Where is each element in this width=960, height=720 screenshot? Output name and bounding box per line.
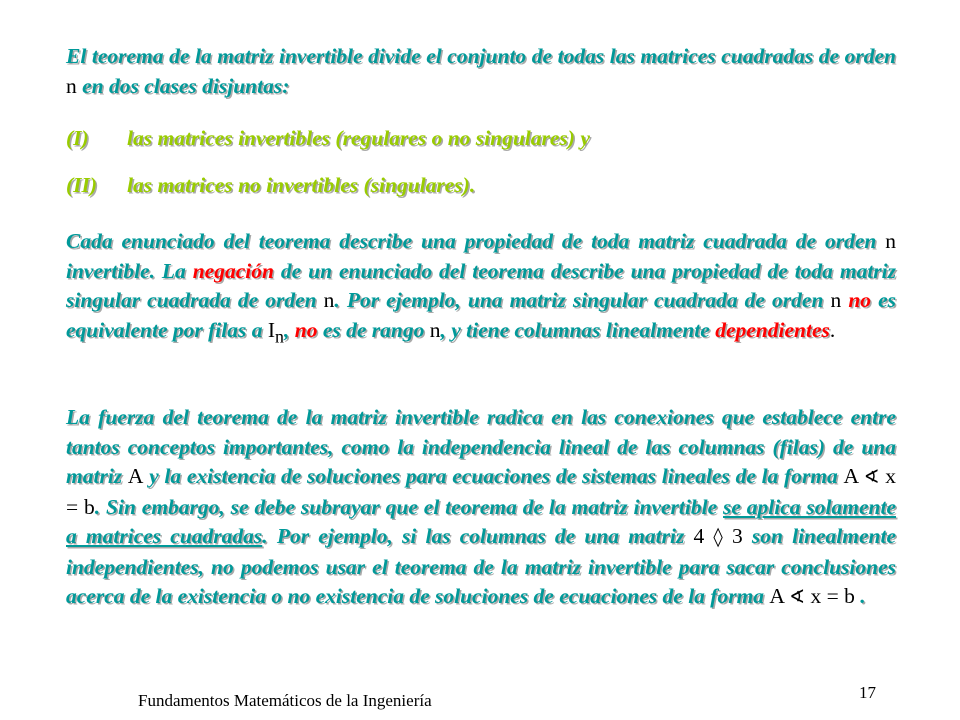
list-text: las matrices invertibles (regulares o no singulares) y <box>127 126 590 150</box>
text-run: . Por ejemplo, si las columnas de una matriz <box>262 524 685 548</box>
list-number: (II) <box>66 173 98 197</box>
list-item-invertible <box>66 123 906 153</box>
highlight-no: no <box>848 288 872 312</box>
math-A: A <box>769 584 784 608</box>
math-n: n <box>323 288 335 312</box>
product-symbol-icon: ∢ <box>789 586 806 608</box>
text-run: invertible. La <box>66 258 186 283</box>
product-symbol-icon: ∢ <box>863 466 880 488</box>
negation-paragraph <box>66 227 896 351</box>
text-run: son linealmente independientes, no podemos usar el teorema de la matriz invertible para sacar conclusiones acerca de la existencia o no existencia de soluciones de ecuaciones de la forma <box>66 524 897 608</box>
text-run: es de rango <box>322 317 425 342</box>
page-number: 17 <box>859 683 876 702</box>
math-equation <box>769 584 854 608</box>
highlight-no: no <box>294 317 318 342</box>
math-dimension <box>694 524 743 548</box>
math-n: n <box>66 73 77 98</box>
math-n: n <box>885 229 896 253</box>
math-x-equals-b: x = b <box>66 464 897 519</box>
footer-course-title: Fundamentos Matemáticos de la Ingeniería <box>138 691 432 710</box>
text-run: de un enunciado del teorema describe una propiedad de toda matriz singular cuadrada de orden <box>66 258 897 312</box>
identity-subscript: n <box>275 325 284 346</box>
math-n: n <box>429 317 441 342</box>
intro-paragraph <box>66 42 896 101</box>
text-run: , <box>283 317 290 342</box>
list-item-singular <box>66 170 906 200</box>
math-n: n <box>830 288 842 312</box>
text-run: , y tiene columnas linealmente <box>440 317 710 342</box>
times-symbol-icon: ◊ <box>713 526 723 548</box>
highlight-dependientes: dependientes <box>715 317 830 342</box>
intro-text-b: en dos clases disjuntas: <box>82 73 290 98</box>
list-number: (I) <box>66 126 89 150</box>
math-identity <box>267 317 284 346</box>
highlight-negacion: negación <box>192 258 274 283</box>
math-cols: 3 <box>731 524 743 548</box>
math-A: A <box>127 464 144 488</box>
math-A: A <box>843 464 858 488</box>
intro-text-a: El teorema de la matriz invertible divide el conjunto de todas las matrices cuadradas de orden <box>66 44 896 68</box>
strength-paragraph <box>66 403 896 613</box>
text-run: y la existencia de soluciones para ecuaciones de sistemas lineales de la forma <box>149 464 838 488</box>
text-run: La fuerza del teorema de la matriz invertible radica en las conexiones que establece entre tantos conceptos importantes, como la independencia lineal de las columnas (filas) de una matriz <box>66 405 896 488</box>
period: . <box>860 584 866 608</box>
list-text: las matrices no invertibles (singulares). <box>127 173 476 197</box>
text-run: . Por ejemplo, una matriz singular cuadrada de orden <box>334 288 824 312</box>
period: . <box>829 317 836 342</box>
text-run: es equivalente por filas a <box>66 288 897 342</box>
math-rows: 4 <box>693 524 705 548</box>
text-run: Cada enunciado del teorema describe una propiedad de toda matriz cuadrada de orden <box>66 229 877 253</box>
text-run: . Sin embargo, se debe subrayar que el teorema de la matriz invertible <box>94 494 718 519</box>
math-x-equals-b: x = b <box>810 584 855 608</box>
underlined-square-matrices: se aplica solamente a matrices cuadradas <box>66 494 897 548</box>
identity-letter: I <box>267 317 276 342</box>
